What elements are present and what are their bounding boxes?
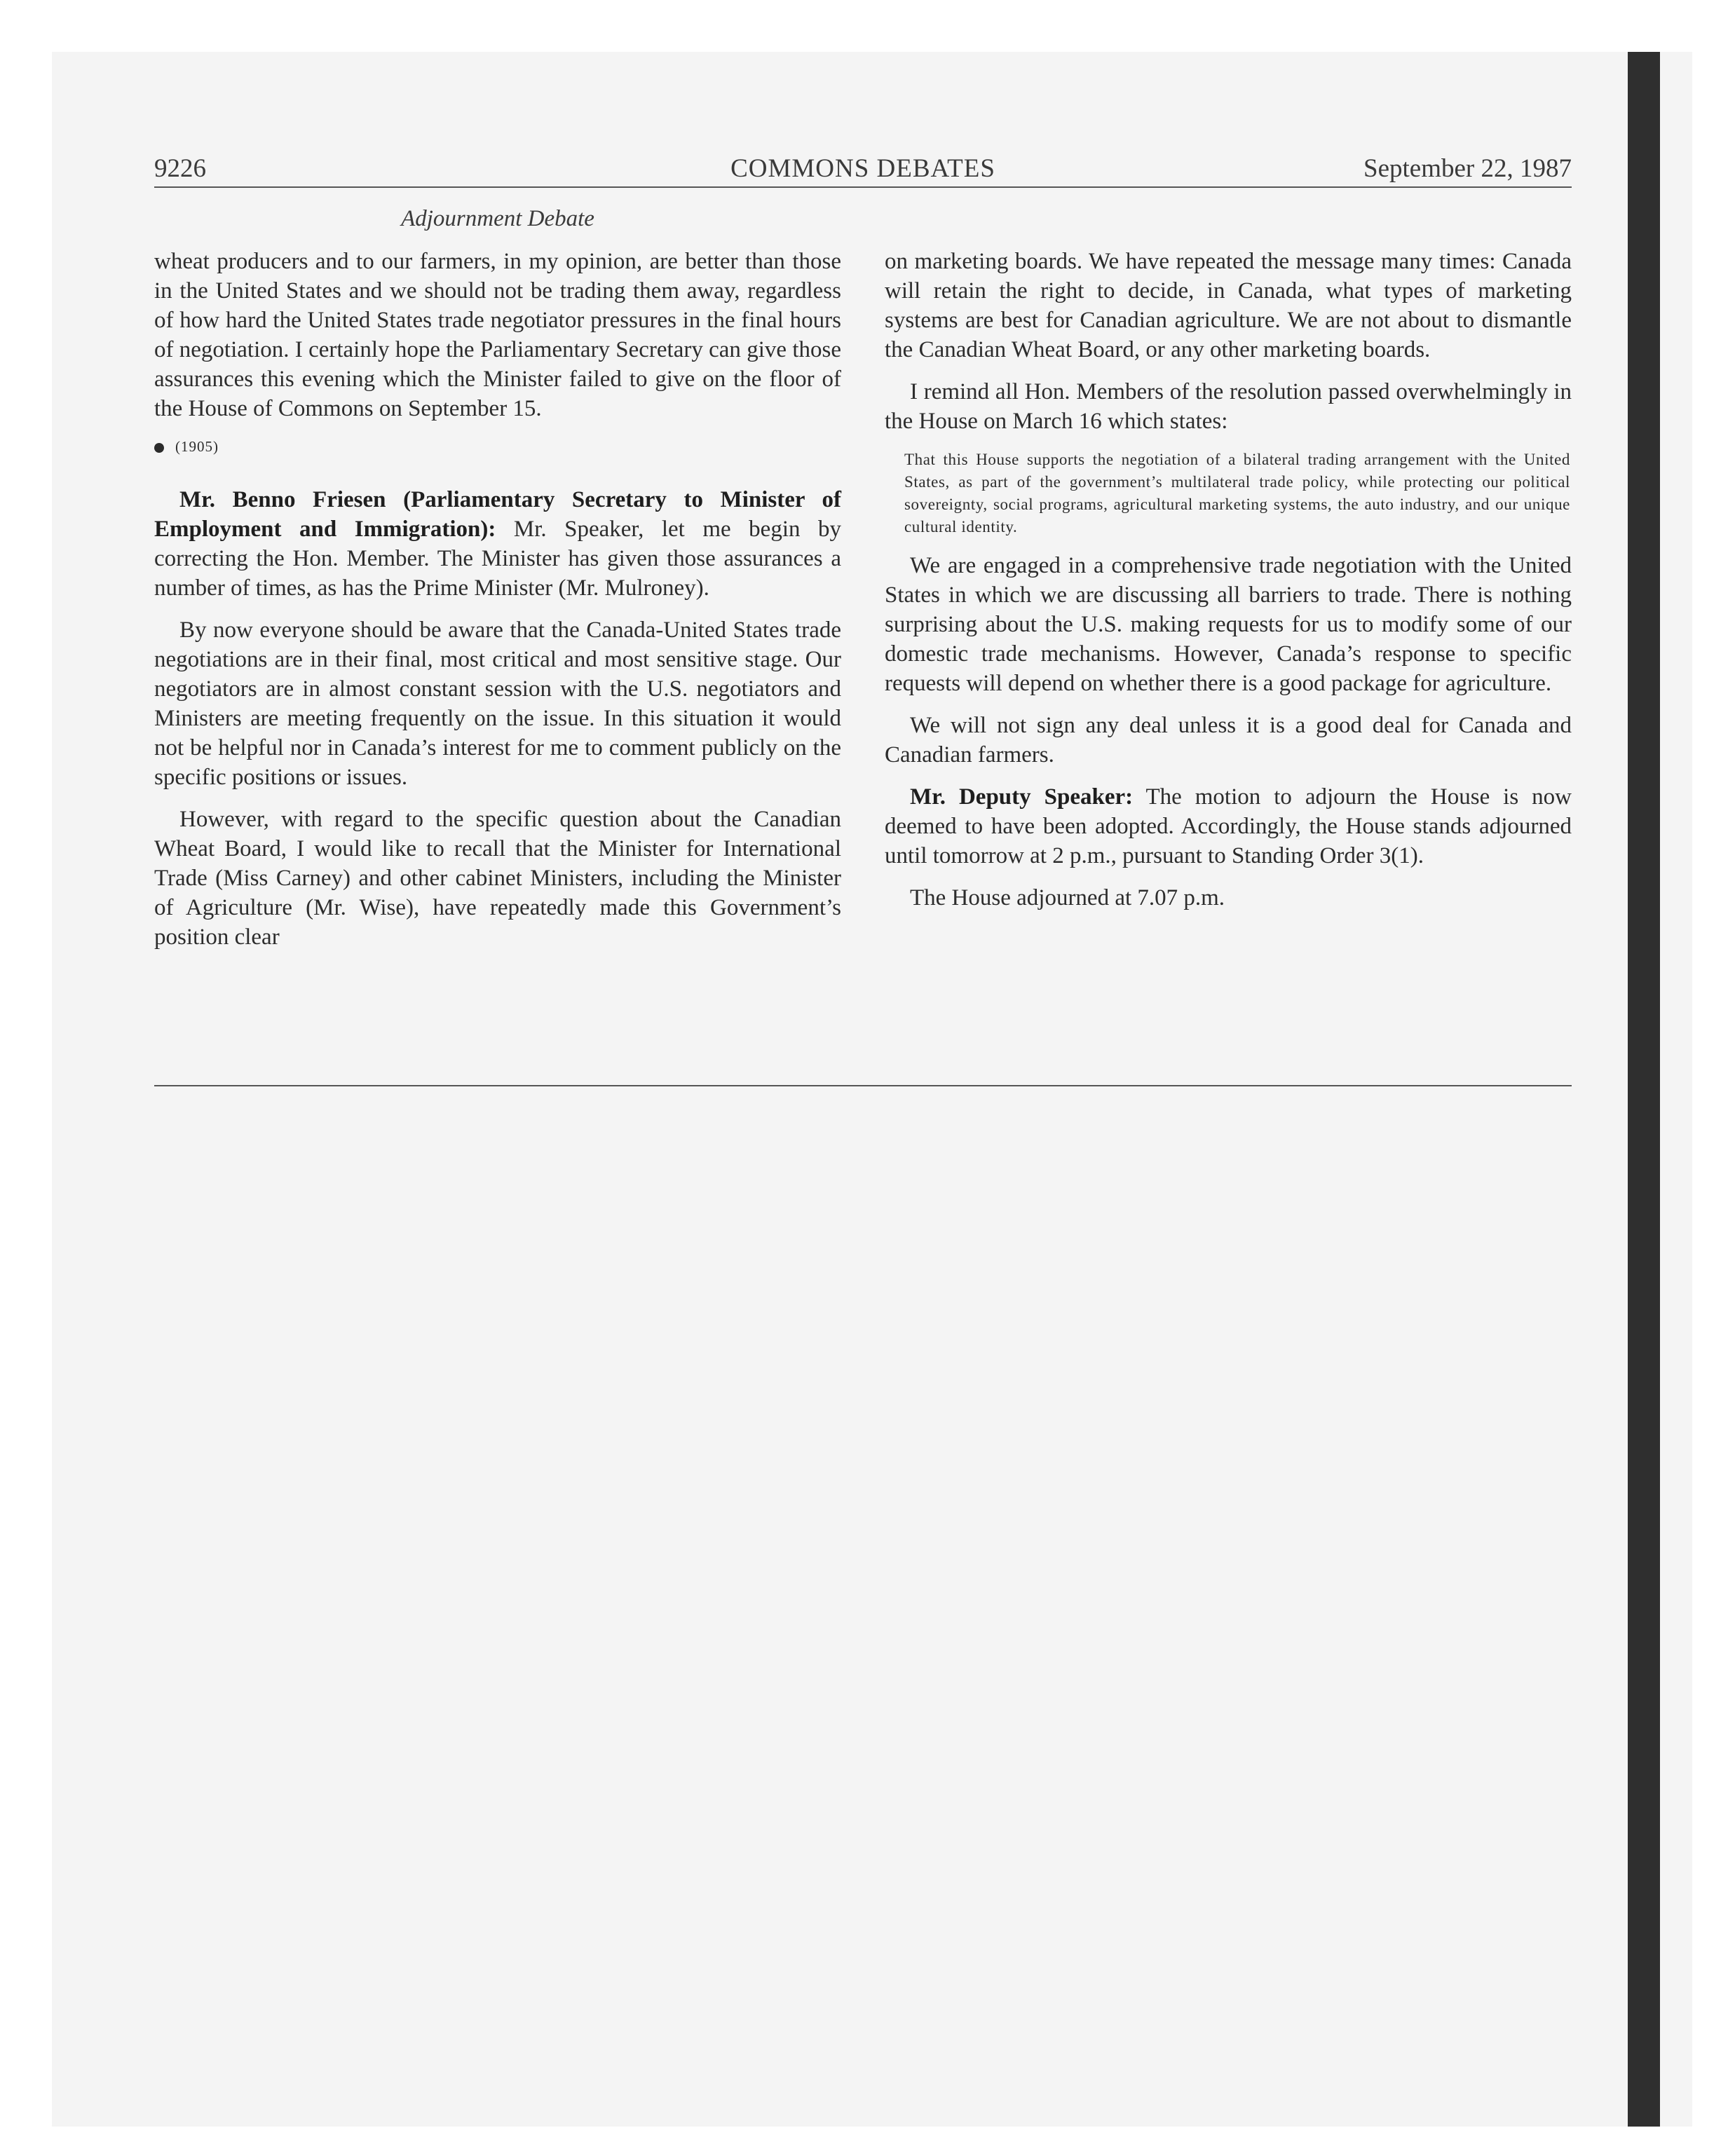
speech-text: The motion to adjourn the House is now deemed to have been adopted. Accordingly, the House stands adjourned until tomorrow at 2 p.m., pursuant to Standing Order 3(1).: [885, 784, 1572, 868]
section-title: Adjournment Debate: [401, 206, 594, 231]
paragraph: By now everyone should be aware that the Canada-United States trade negotiations are in their final, most critical and most sensitive stage. Our negotiators are in almost constant session with the U.S. negotiators and Ministers are meeting frequently on the issue. In this situation it would not be helpful nor in Canada’s interest for me to comment publicly on the specific positions or issues.: [154, 618, 841, 790]
speaker-name: Mr. Deputy Speaker:: [910, 784, 1134, 810]
speech-text: Mr. Speaker, let me begin by correcting the Hon. Member. The Minister has given those assurances a number of times, as has the Prime Minister (Mr. Mulroney).: [154, 517, 841, 601]
page-binding-edge: [1628, 52, 1660, 2127]
right-column: [885, 247, 1572, 925]
header-rule: [154, 186, 1572, 188]
left-column: [154, 247, 841, 964]
time-marker: [154, 436, 841, 457]
paragraph: The House adjourned at 7.07 p.m.: [910, 885, 1225, 910]
bullet-dot-icon: [154, 443, 164, 453]
journal-title: COMMONS DEBATES: [730, 154, 995, 183]
paragraph: However, with regard to the specific question about the Canadian Wheat Board, I would like to recall that the Minister for International Trade (Miss Carney) and other cabinet Ministers, including the Minister of Agriculture (Mr. Wise), have repeatedly made this Government’s position clear: [154, 807, 841, 950]
footer-rule: [154, 1085, 1572, 1086]
paragraph: I remind all Hon. Members of the resolution passed overwhelmingly in the House on March 16 which states:: [885, 379, 1572, 434]
paragraph: We are engaged in a comprehensive trade negotiation with the United States in which we are discussing all barriers to trade. There is nothing surprising about the U.S. making requests for us to modify some of our domestic trade mechanisms. However, Canada’s response to specific requests will depend on whether there is a good package for agriculture.: [885, 553, 1572, 696]
speech-paragraph: [885, 782, 1572, 871]
resolution-quote: That this House supports the negotiation of a bilateral trading arrangement with the United States, as part of the government’s multilateral trade policy, while protecting our political sovereignty, social programs, agricultural marketing systems, the auto industry, and our unique cultural identity.: [904, 451, 1570, 535]
time-marker-label: (1905): [175, 438, 219, 455]
paragraph: wheat producers and to our farmers, in my opinion, are better than those in the United States and we should not be trading them away, regardless of how hard the United States trade negotiator pressures in the final hours of negotiation. I certainly hope the Parliamentary Secretary can give those assurances this evening which the Minister failed to give on the floor of the House of Commons on September 15.: [154, 249, 841, 421]
speech-paragraph: [154, 485, 841, 603]
paragraph: We will not sign any deal unless it is a good deal for Canada and Canadian farmers.: [885, 713, 1572, 767]
page-number: 9226: [154, 154, 206, 183]
issue-date: September 22, 1987: [1363, 154, 1572, 183]
paragraph: on marketing boards. We have repeated the message many times: Canada will retain the right to decide, in Canada, what types of marketing systems are best for Canadian agriculture. We are not about to dismantle the Canadian Wheat Board, or any other marketing boards.: [885, 249, 1572, 362]
running-header: [154, 153, 1572, 185]
speaker-name: Mr. Benno Friesen (Parliamentary Secretary to Minister of Employment and Immigration):: [154, 487, 841, 542]
